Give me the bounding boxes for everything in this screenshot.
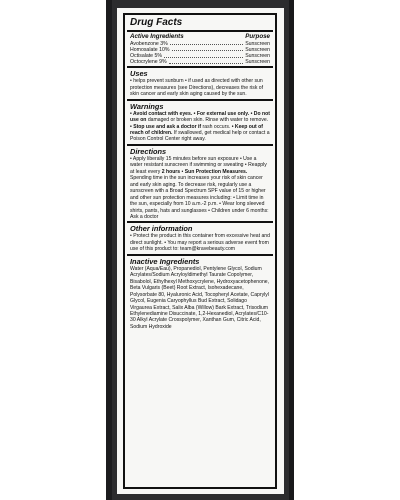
ingredient-name: Avobenzone 3% [130,40,168,47]
other-information-text: • Protect the product in this container from excessive heat and direct sunlight. • You may report a serious adverse event from use of this product to: team@kravebeauty.com [130,233,270,253]
directions-text-part: Spending time in the sun increases your risk of skin cancer and early skin aging. To decrease risk, regularly use a sunscreen with a Broad Spectrum SPF value of 15 or higher and other sun protection measures including: • Limit time in the sun, especially from 10 a.m.-2 p.m. • Wear long sleeved shirts, pants, hats and sunglasses • Children under 6 months: Ask a doctor [130,175,269,221]
warning-text: damaged or broken skin. Rinse with water to remove. [146,117,269,124]
ingredient-purpose: Sunscreen [245,59,270,66]
ingredient-row [130,59,270,65]
directions-text-part: • Apply liberally 15 minutes before sun exposure • Use a water resistant sunscreen if swimming or sweating • Reapply at least every [130,155,267,175]
ingredient-purpose: Sunscreen [245,46,270,53]
uses-text: • helps prevent sunburn • if used as directed with other sun protection measures (see Directions), decreases the risk of skin cancer and early skin aging caused by the sun. [130,78,264,98]
divider [127,30,273,32]
dotted-leader [170,43,243,45]
drug-facts-panel [117,8,284,494]
directions-title: Directions [130,146,167,156]
warning-text: If swallowed, get medical help or contact a Poison Control Center right away. [130,130,270,143]
dotted-leader [164,56,243,58]
carton-left-edge [106,0,112,500]
ingredient-name: Homosalate 10% [130,46,170,53]
warning-bold: • Stop use and ask a doctor if [130,123,202,130]
directions-text-part: • [180,168,185,175]
ingredient-name: Octocrylene 9% [130,59,167,66]
ingredient-purpose: Sunscreen [245,40,270,47]
directions-bold: Sun Protection Measures. [184,168,248,175]
inactive-ingredients-title: Inactive Ingredients [130,256,200,266]
warnings-text [130,111,270,143]
active-ingredients-header [130,33,270,41]
warnings-title: Warnings [130,101,164,111]
divider [127,144,273,146]
carton-right-edge [289,0,294,500]
warning-bold: • Avoid contact with eyes. • For external use only. • Do not use on [130,110,270,124]
dotted-leader [172,49,244,51]
purpose-label: Purpose [245,33,270,40]
active-ingredients-label: Active Ingredients [130,33,184,40]
drug-facts-title: Drug Facts [130,17,183,28]
directions-bold: 2 hours [161,168,181,175]
divider [127,99,273,101]
divider [127,66,273,68]
ingredient-purpose: Sunscreen [245,52,270,59]
divider [127,254,273,256]
divider [127,221,273,223]
drug-facts-box [123,13,277,489]
ingredient-name: Octisalate 5% [130,52,163,59]
warning-text: rash occurs. [201,123,232,130]
inactive-ingredients-text: Water (Aqua/Eau), Propanediol, Pentylene Glycol, Sodium Acrylates/Sodium Acryloyldimethyl Taurate Copolymer, Bisabolol, Ethylhexyl Methoxycrylene, Hydroxyacetophenone, Beta Vulgaris (Beet) Root Extract, Isohexadecane, Polysorbate 80, Hyaluronic Acid, Tocopheryl Acetate, Caprylyl Glycol, Eugenia Caryophyllus Bud Extract, Solidago Virgaurea Extract, Salix Alba (Willow) Bark Extract, Trisodium Ethylenediamine Disuccinate, 1,2-Hexanediol, Acrylates/C10-30 Alkyl Acrylate Crosspolymer, Xanthan Gum, Citric Acid, Sodium Hydroxide [130,265,270,330]
directions-text [130,156,270,221]
uses-title: Uses [130,69,148,79]
product-carton [106,0,294,500]
dotted-leader [169,62,244,64]
warning-bold: • Keep out of reach of children. [130,123,263,137]
other-information-title: Other information [130,224,193,234]
